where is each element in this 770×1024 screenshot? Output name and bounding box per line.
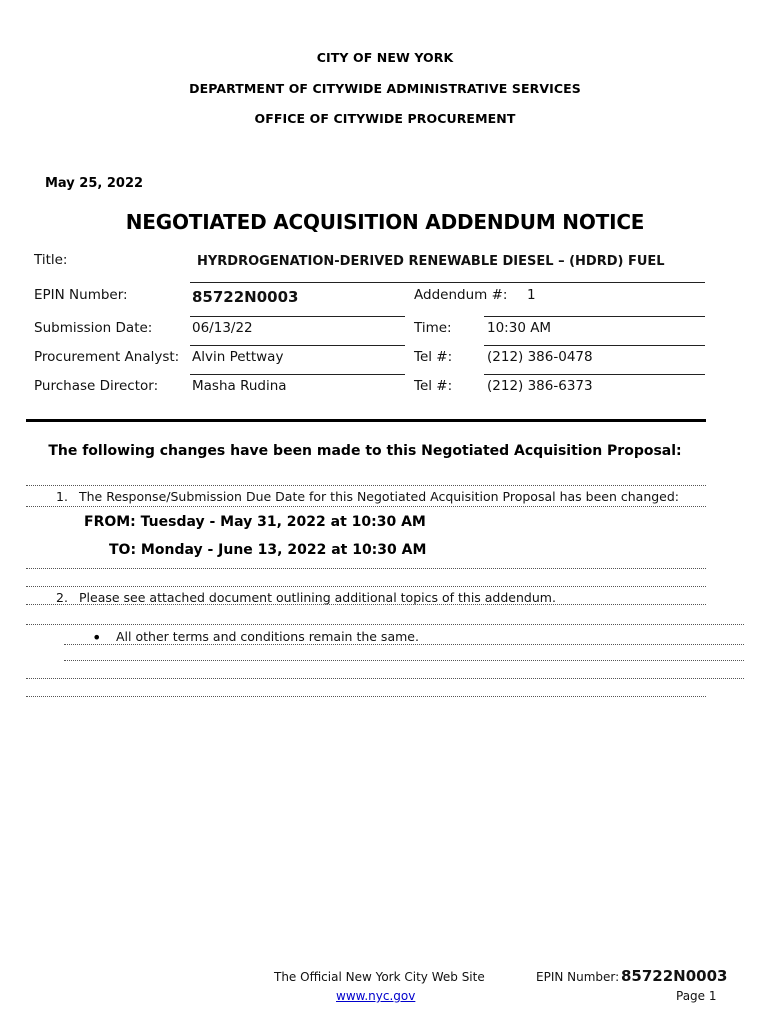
dotted-rule-5: [26, 604, 706, 605]
epin-value: 85722N0003: [192, 288, 299, 306]
to-date: TO: Monday - June 13, 2022 at 10:30 AM: [109, 542, 427, 558]
changes-heading: The following changes have been made to this Negotiated Acquisition Proposal:: [48, 443, 682, 459]
footer-epin-value: 85722N0003: [621, 967, 728, 985]
addendum-label: Addendum #:: [414, 287, 508, 303]
submission-underline: [190, 345, 405, 346]
submission-label: Submission Date:: [34, 320, 153, 336]
dotted-rule-1: [26, 485, 706, 486]
epin-underline: [190, 316, 405, 317]
title-label: Title:: [34, 252, 68, 268]
time-underline: [484, 345, 705, 346]
title-value: HYRDROGENATION-DERIVED RENEWABLE DIESEL – (HDRD) FUEL: [197, 254, 665, 269]
epin-label: EPIN Number:: [34, 287, 128, 303]
addendum-underline: [484, 316, 705, 317]
analyst-tel-label: Tel #:: [414, 349, 453, 365]
title-underline: [190, 282, 705, 283]
director-label: Purchase Director:: [34, 378, 159, 394]
dotted-rule-10: [26, 696, 706, 697]
director-tel-value: (212) 386-6373: [487, 378, 593, 394]
page-number: Page 1: [676, 989, 717, 1003]
footer-site-text: The Official New York City Web Site: [274, 970, 485, 984]
dotted-rule-2: [26, 506, 706, 507]
analyst-label: Procurement Analyst:: [34, 349, 180, 365]
analyst-tel-underline: [484, 374, 705, 375]
footer-site-link[interactable]: www.nyc.gov: [336, 989, 416, 1003]
dotted-rule-8: [64, 660, 744, 661]
director-tel-label: Tel #:: [414, 378, 453, 394]
analyst-underline: [190, 374, 405, 375]
item-1-number: 1.: [56, 489, 68, 504]
dotted-rule-9: [26, 678, 744, 679]
analyst-value: Alvin Pettway: [192, 349, 284, 365]
item-1-text: The Response/Submission Due Date for this Negotiated Acquisition Proposal has been changed:: [79, 489, 680, 504]
dotted-rule-4: [26, 586, 706, 587]
director-value: Masha Rudina: [192, 378, 287, 394]
dotted-rule-7: [64, 644, 744, 645]
time-value: 10:30 AM: [487, 320, 552, 336]
header-department: DEPARTMENT OF CITYWIDE ADMINISTRATIVE SERVICES: [189, 81, 581, 96]
time-label: Time:: [414, 320, 452, 336]
addendum-value: 1: [527, 287, 536, 303]
analyst-tel-value: (212) 386-0478: [487, 349, 593, 365]
bullet-icon: •: [92, 628, 102, 647]
item-2-text: Please see attached document outlining additional topics of this addendum.: [79, 590, 556, 605]
section-divider: [26, 419, 706, 422]
header-city: CITY OF NEW YORK: [316, 50, 454, 65]
bullet-text: All other terms and conditions remain the same.: [116, 629, 419, 644]
header-office: OFFICE OF CITYWIDE PROCUREMENT: [254, 111, 516, 126]
from-date: FROM: Tuesday - May 31, 2022 at 10:30 AM: [84, 514, 426, 530]
submission-value: 06/13/22: [192, 320, 253, 336]
dotted-rule-6: [26, 624, 744, 625]
notice-date: May 25, 2022: [45, 176, 144, 191]
footer-epin-label: EPIN Number:: [536, 970, 620, 984]
page-title: NEGOTIATED ACQUISITION ADDENDUM NOTICE: [125, 210, 645, 234]
dotted-rule-3: [26, 568, 706, 569]
item-2-number: 2.: [56, 590, 68, 605]
